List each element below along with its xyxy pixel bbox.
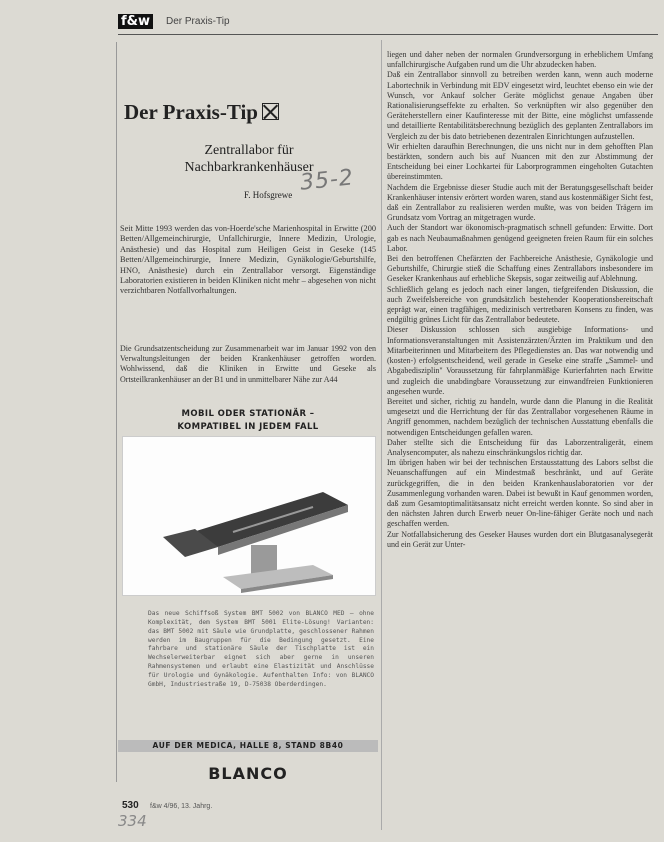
article-intro: Die Grundsatzentscheidung zur Zusammenarbeit war im Januar 1992 von den Verwaltungsleitungen der beiden Krankenhäuser getroffen worden. Wohlwissend, daß die Kliniken in Erwitte und Geseke als Ortsteilkrankenhäuser an der B1 und in unmittelbarer Nähe zur A44 bbox=[120, 344, 376, 384]
paragraph: Wir erhielten daraufhin Berechnungen, die uns nicht nur in dem gehofften Plan bestärkten, sondern auch bis auf Nuancen mit den zur Abstimmung der Entscheidung bei einer Lochkartei für Laborprogrammen eingeholten Gutachten übereinstimmten. bbox=[387, 141, 653, 182]
crossed-box-icon bbox=[262, 103, 279, 120]
paragraph: Auch der Standort war ökonomisch-pragmatisch schnell gefunden: Erwitte. Dort gab es nach Neubaumaßnahmen genügend geeigneten freien Raum für ein solches Labor. bbox=[387, 223, 653, 253]
right-column bbox=[387, 50, 653, 550]
paragraph: Nachdem die Ergebnisse dieser Studie auch mit der Beratungsgesellschaft beider Krankenhäuser intensiv erörtert worden waren, stand aus kostenmäßiger Sicht fest, daß ein Zentrallabor zu realisieren werden mußte, was von beiden Trägern im Grundsatz vom Vortrag an mitgetragen wurde. bbox=[387, 182, 653, 223]
paragraph: liegen und daher neben der normalen Grundversorgung in erheblichem Umfang unfallchirurgische Aufgaben rund um die Uhr abzudecken haben. bbox=[387, 50, 653, 70]
ad-caption: Das neue Schiffsoß System BMT 5002 von BLANCO MED – ohne Komplexität, dem System BMT 5001 Elite-Lösung! Varianten: das BMT 5002 mit Säule wie Grundplatte, geschlossener Rahmen werden im Baugruppen für die Bedingung gesetzt. Eine fahrbare und stationäre Säule der Tischplatte ist ein Wechselerweiterbar eignet sich aber gerne in unseren Rahmensystemen und erlaubt eine Elastizität und Anschlüsse für Urologie und Gynäkologie. Aufenthalten Info: von BLANCO GmbH, Industriestraße 19, D-75038 Oberderdingen. bbox=[148, 610, 374, 688]
paragraph: Daß ein Zentrallabor sinnvoll zu betreiben werden kann, wenn auch moderne Labortechnik in Verbindung mit EDV eingesetzt wird, leuchtet ebenso ein wie der Wunsch, vor Ankauf solcher Geräte möglichst genaue Angaben über Rationalisierungseffekte zu erhalten. So verknüpften wir also gegenüber den Geräteherstellern einer Kaufinteresse mit der Bitte, eine möglichst umfassende und detaillierte Rentabilitätsberechnung bezüglich des geplanten Zentrallabors im Vergleich zu der bis dato betriebenen dezentralen Einrichtungen aufzustellen. bbox=[387, 70, 653, 141]
handwritten-note: 35-2 bbox=[298, 165, 356, 196]
paragraph: Bereitet und sicher, richtig zu handeln, wurde dann die Planung in die Realität umgesetzt und die Herrichtung der für das Zentrallabor vorgesehenen Räume in Angriff genommen, nachdem bezüglich der technischen Ausstattung ebenfalls die notwendigen Entscheidungen gefallen waren. bbox=[387, 396, 653, 437]
ad-brand-logo: BLANCO bbox=[208, 764, 288, 783]
ad-booth-banner: AUF DER MEDICA, HALLE 8, STAND 8B40 bbox=[118, 740, 378, 752]
handwritten-page-mark: 334 bbox=[118, 812, 147, 830]
paragraph: Im übrigen haben wir bei der technischen Erstausstattung des Labors selbst die Neuanschaffungen auf ein Mindestmaß beschränkt, und auf Geräte zurückgegriffen, die in den beiden Krankenhauslaboratorien vor der Zusammenlegung vorhanden waren. Dabei ist bewußt in Kauf genommen worden, daß zum Gesamtoptimalitätsansatz nicht erreicht werden konnte. So sind aber in den nächsten Jahren durch Erwerb neuer On-line-fähiger Geräte noch und nach geschaffen werden. bbox=[387, 458, 653, 529]
article-subtitle: Zentrallabor für Nachbarkrankenhäuser bbox=[184, 143, 314, 175]
header-rule bbox=[118, 34, 658, 35]
section-title: Der Praxis-Tip bbox=[166, 16, 230, 27]
article-lede: Seit Mitte 1993 werden das von-Hoerde'sche Marienhospital in Erwitte (200 Betten/Allgemeinchirurgie, Unfallchirurgie, Innere Medizin, Urologie, Anästhesie) und das Hospital zum Heiligen Geist in Geseke (145 Betten/Allgemeinchirurgie, Innere Medizin, Gynäkologie/Geburtshilfe, HNO, Anästhesie) durch ein Zentrallabor versorgt. Eigenständige Laboratorien existieren in beiden Kliniken nicht mehr – abgesehen von nicht verzichtbaren Notfallvorhaltungen. bbox=[120, 224, 376, 296]
paragraph: Dieser Diskussion schlossen sich ausgiebige Informations- und Informationsveranstaltungen mit Assistenzärzten/Ärzten im Praktikum und den Mitarbeiterinnen und Mitarbeitern des Pflegedienstes an. Das war notwendig und (kosten-) erfolgsentscheidend, weil gerade in Geseke eine straffe „Sammel- und Abgabedisziplin" Voraussetzung für fahrplanmäßige Kurierfahrten nach Erwitte und zugleich die unabdingbare Voraussetzung zur einwandfreien Funktionieren angesehen wurde. bbox=[387, 325, 653, 396]
article-author: F. Hofsgrewe bbox=[244, 190, 293, 200]
ad-headline: MOBIL ODER STATIONÄR – KOMPATIBEL IN JEDEM FALL bbox=[177, 409, 319, 432]
issue-info: f&w 4/96, 13. Jahrg. bbox=[150, 803, 213, 810]
paragraph: Bei den betroffenen Chefärzten der Fachbereiche Anästhesie, Gynäkologie und Geburtshilfe, Chirurgie stieß die Schaffung eines Zentrallabors insbesondere im Geseker Krankenhaus auf erhebliche Skepsis, sogar zeitweilig auf Ablehnung. bbox=[387, 254, 653, 284]
article-title: Der Praxis-Tip bbox=[124, 100, 279, 125]
page-number: 530 bbox=[122, 800, 139, 811]
column-separator bbox=[381, 40, 382, 830]
magazine-logo: f&w bbox=[118, 14, 153, 29]
operating-table-photo bbox=[122, 436, 376, 596]
left-margin-rule bbox=[116, 42, 117, 782]
paragraph: Schließlich gelang es jedoch nach einer langen, tiefgreifenden Diskussion, die auch Zweifelsbereiche von grundsätzlich bestehender Kooperationsbereitschaft geprägt war, einen tragfähigen, medizinisch vertretbaren Konsens zu finden, was endgültig grünes Licht für das Zentrallabor bedeutete. bbox=[387, 284, 653, 325]
page-header bbox=[118, 12, 658, 34]
paragraph: Zur Notfallabsicherung des Geseker Hauses wurden dort ein Blutgasanalysegerät und ein Gerät zur Unter- bbox=[387, 529, 653, 549]
paragraph: Daher stellte sich die Entscheidung für das Laborzentraligerät, einem Analysencomputer, als nahezu einschränkungslos richtig dar. bbox=[387, 437, 653, 457]
